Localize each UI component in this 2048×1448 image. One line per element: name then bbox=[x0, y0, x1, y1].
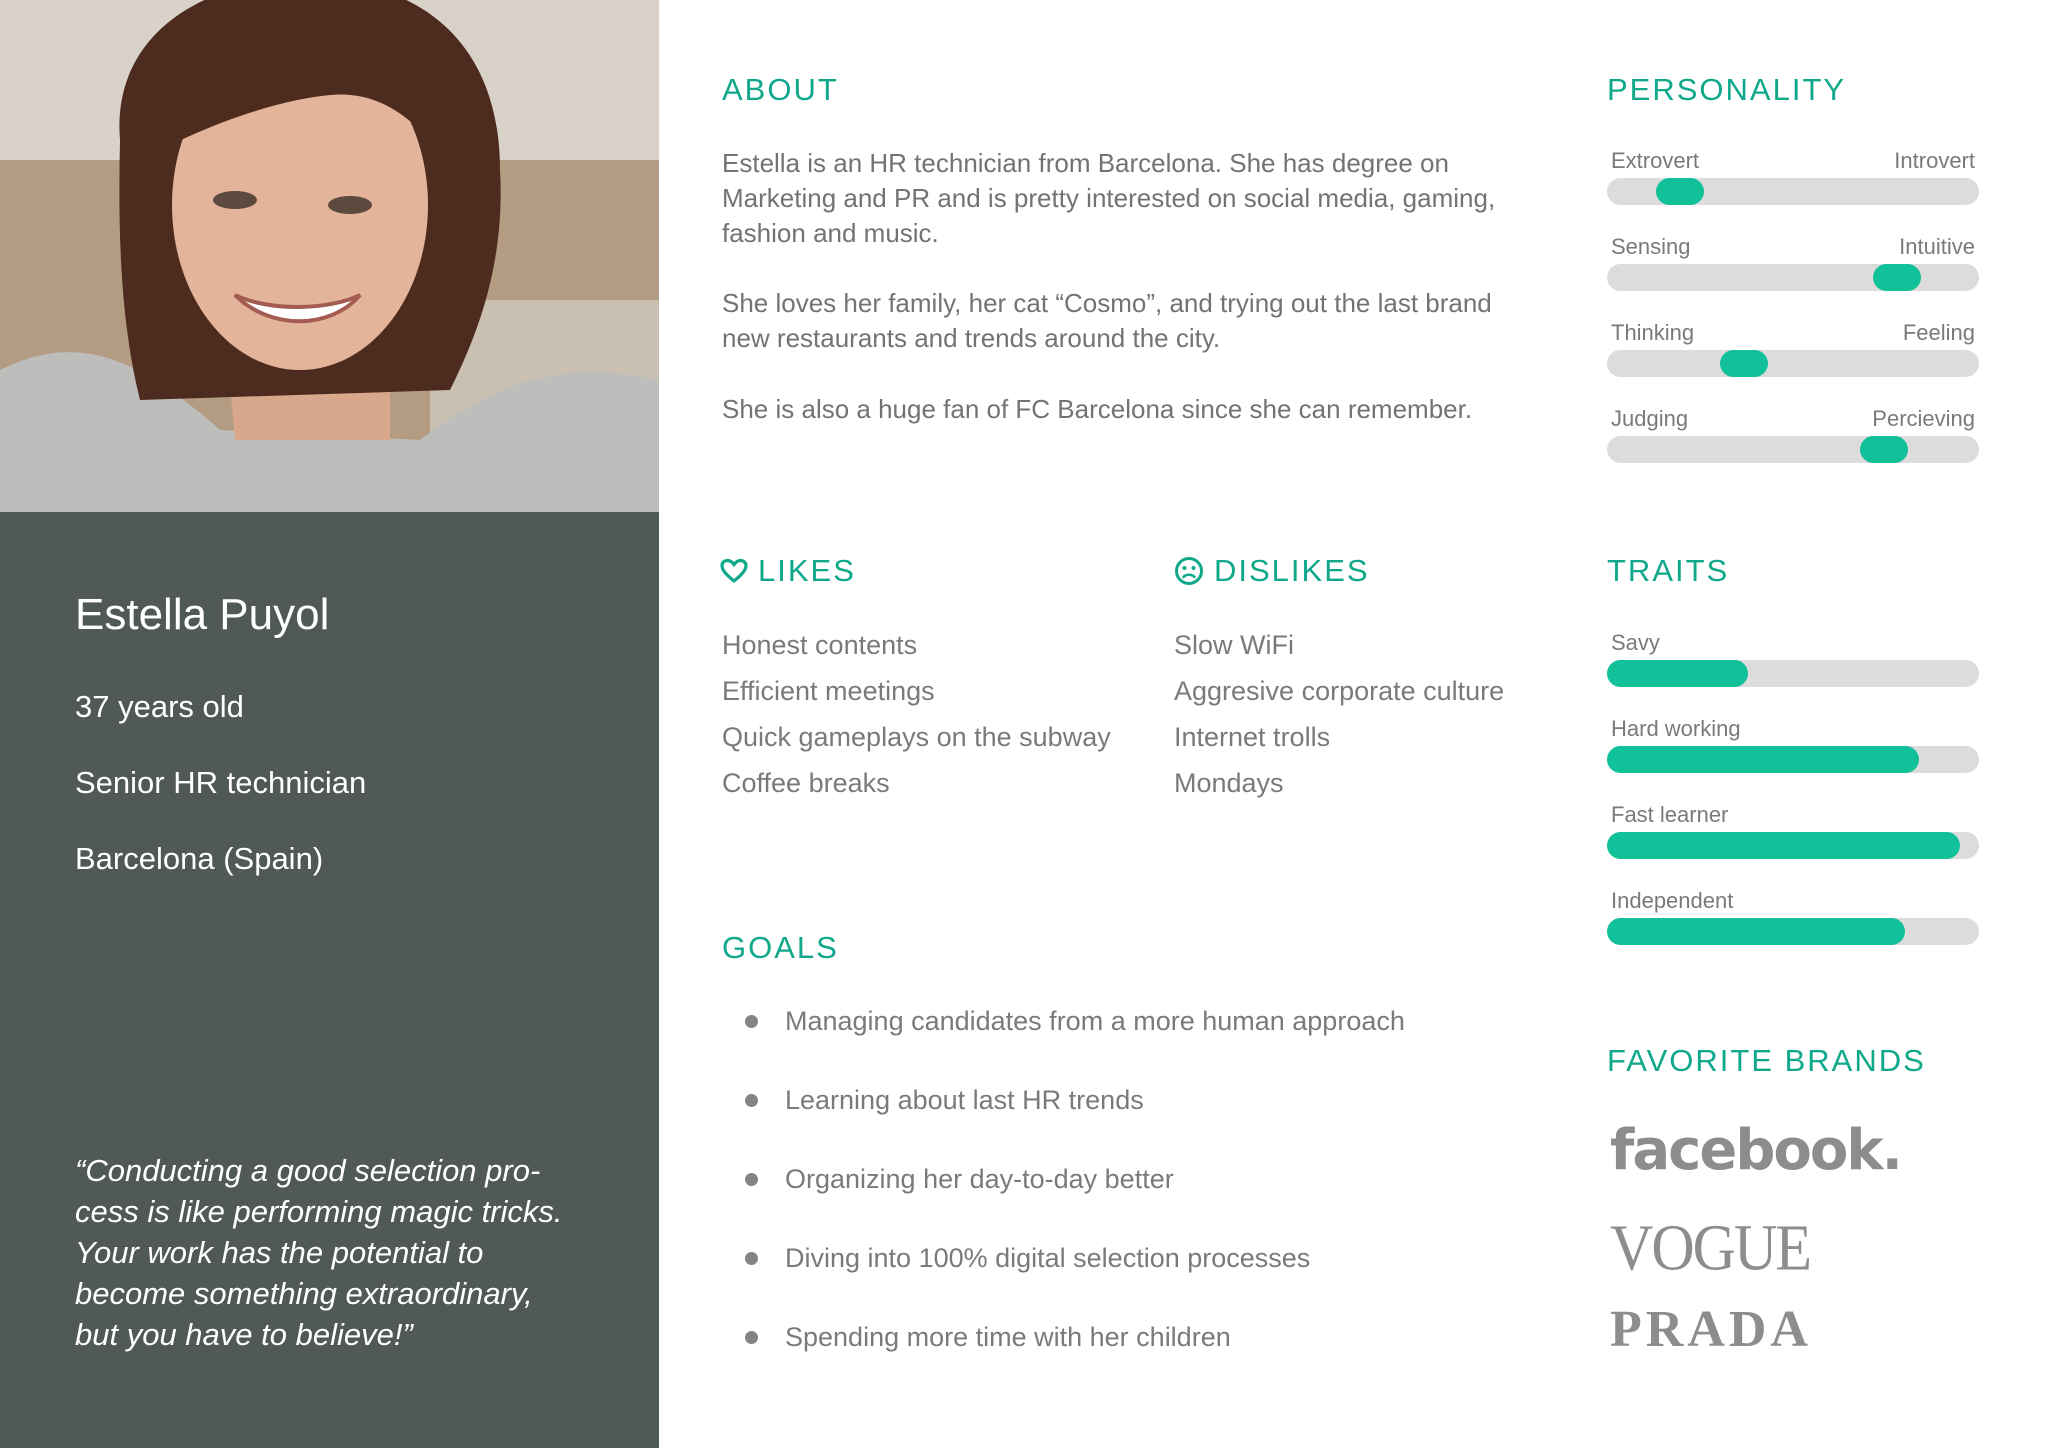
goal-item bbox=[745, 998, 1405, 1077]
persona-quote: “Conducting a good selection pro-cess is like performing magic tricks. Your work has the potential to become something extraordinary, but you have to believe!” bbox=[75, 1153, 563, 1352]
likes-title: LIKES bbox=[758, 553, 856, 588]
profile-photo bbox=[0, 0, 659, 512]
list-item: Efficient meetings bbox=[722, 676, 935, 706]
bullet-icon bbox=[745, 1015, 758, 1028]
personality-title: PERSONALITY bbox=[1607, 72, 1847, 107]
scale-knob bbox=[1720, 350, 1768, 377]
trait-track bbox=[1607, 918, 1979, 945]
goal-text: Learning about last HR trends bbox=[785, 1085, 1144, 1115]
personality-scale bbox=[1607, 317, 1979, 377]
personality-scale bbox=[1607, 145, 1979, 205]
traits-title: TRAITS bbox=[1607, 553, 1730, 588]
trait-label: Savy bbox=[1611, 630, 1660, 655]
goal-item bbox=[745, 1314, 1405, 1393]
about-heading bbox=[722, 72, 839, 108]
scale-right-label: Feeling bbox=[1902, 320, 1975, 345]
trait-bar bbox=[1607, 799, 1979, 859]
scale-track bbox=[1607, 436, 1979, 463]
scale-right-label: Percieving bbox=[1872, 406, 1975, 431]
scale-track bbox=[1607, 264, 1979, 291]
personality-heading bbox=[1607, 72, 1846, 108]
scale-left-label: Extrovert bbox=[1611, 148, 1700, 173]
personality-scale bbox=[1607, 403, 1979, 463]
list-item: Slow WiFi bbox=[1174, 630, 1294, 660]
list-item: Internet trolls bbox=[1174, 722, 1331, 752]
about-paragraph-1: Estella is an HR technician from Barcelona. She has degree on Marketing and PR and is pretty interested on social media, gaming, fashion and music. bbox=[722, 148, 1496, 248]
persona-location: Barcelona (Spain) bbox=[75, 841, 324, 876]
heart-icon bbox=[720, 558, 748, 584]
goals-title: GOALS bbox=[722, 930, 839, 965]
trait-fill bbox=[1607, 918, 1905, 945]
about-paragraph-3: She is also a huge fan of FC Barcelona since she can remember. bbox=[722, 394, 1473, 424]
scale-knob bbox=[1860, 436, 1908, 463]
list-item: Aggresive corporate culture bbox=[1174, 676, 1505, 706]
profile-panel bbox=[0, 512, 659, 1448]
scale-track bbox=[1607, 178, 1979, 205]
scale-right-label: Introvert bbox=[1894, 148, 1975, 173]
brands-heading bbox=[1607, 1043, 1926, 1079]
trait-label: Independent bbox=[1611, 888, 1734, 913]
list-item: Mondays bbox=[1174, 768, 1284, 798]
vogue-logo: VOGUE bbox=[1610, 1211, 1810, 1284]
bullet-icon bbox=[745, 1331, 758, 1344]
goal-text: Managing candidates from a more human approach bbox=[785, 1006, 1405, 1036]
persona-name: Estella Puyol bbox=[75, 590, 330, 639]
likes-list bbox=[722, 622, 1111, 806]
goals-heading bbox=[722, 930, 839, 966]
scale-knob bbox=[1656, 178, 1704, 205]
personality-scale bbox=[1607, 231, 1979, 291]
about-title: ABOUT bbox=[722, 72, 839, 107]
trait-fill bbox=[1607, 660, 1748, 687]
dislikes-heading bbox=[1174, 553, 1370, 589]
trait-track bbox=[1607, 746, 1979, 773]
scale-knob bbox=[1873, 264, 1921, 291]
persona-age: 37 years old bbox=[75, 689, 244, 724]
prada-logo: PRADA bbox=[1610, 1301, 1812, 1358]
list-item: Coffee breaks bbox=[722, 768, 890, 798]
scale-right-label: Intuitive bbox=[1899, 234, 1975, 259]
goal-item bbox=[745, 1077, 1405, 1156]
trait-track bbox=[1607, 660, 1979, 687]
bullet-icon bbox=[745, 1252, 758, 1265]
scale-track bbox=[1607, 350, 1979, 377]
goal-text: Spending more time with her children bbox=[785, 1322, 1231, 1352]
goal-text: Diving into 100% digital selection processes bbox=[785, 1243, 1311, 1273]
traits-heading bbox=[1607, 553, 1729, 589]
scale-left-label: Sensing bbox=[1611, 234, 1691, 259]
brands-title: FAVORITE BRANDS bbox=[1607, 1043, 1926, 1078]
likes-heading bbox=[720, 553, 856, 589]
bullet-icon bbox=[745, 1173, 758, 1186]
list-item: Honest contents bbox=[722, 630, 918, 660]
trait-fill bbox=[1607, 746, 1919, 773]
trait-bar bbox=[1607, 713, 1979, 773]
sad-face-icon bbox=[1174, 556, 1204, 586]
dislikes-title: DISLIKES bbox=[1214, 553, 1370, 588]
persona-role: Senior HR technician bbox=[75, 765, 367, 800]
goal-item bbox=[745, 1156, 1405, 1235]
scale-left-label: Judging bbox=[1611, 406, 1689, 431]
goals-list bbox=[745, 998, 1405, 1393]
trait-track bbox=[1607, 832, 1979, 859]
trait-fill bbox=[1607, 832, 1960, 859]
trait-label: Hard working bbox=[1611, 716, 1741, 741]
goal-text: Organizing her day-to-day better bbox=[785, 1164, 1174, 1194]
dislikes-list bbox=[1174, 622, 1504, 806]
bullet-icon bbox=[745, 1094, 758, 1107]
trait-bar bbox=[1607, 627, 1979, 687]
goal-item bbox=[745, 1235, 1405, 1314]
about-paragraph-2: She loves her family, her cat “Cosmo”, and trying out the last brand new restaurants and trends around the city. bbox=[722, 288, 1492, 353]
trait-bar bbox=[1607, 885, 1979, 945]
trait-label: Fast learner bbox=[1611, 802, 1729, 827]
list-item: Quick gameplays on the subway bbox=[722, 722, 1111, 752]
facebook-logo: facebook. bbox=[1610, 1118, 1901, 1183]
scale-left-label: Thinking bbox=[1611, 320, 1695, 345]
